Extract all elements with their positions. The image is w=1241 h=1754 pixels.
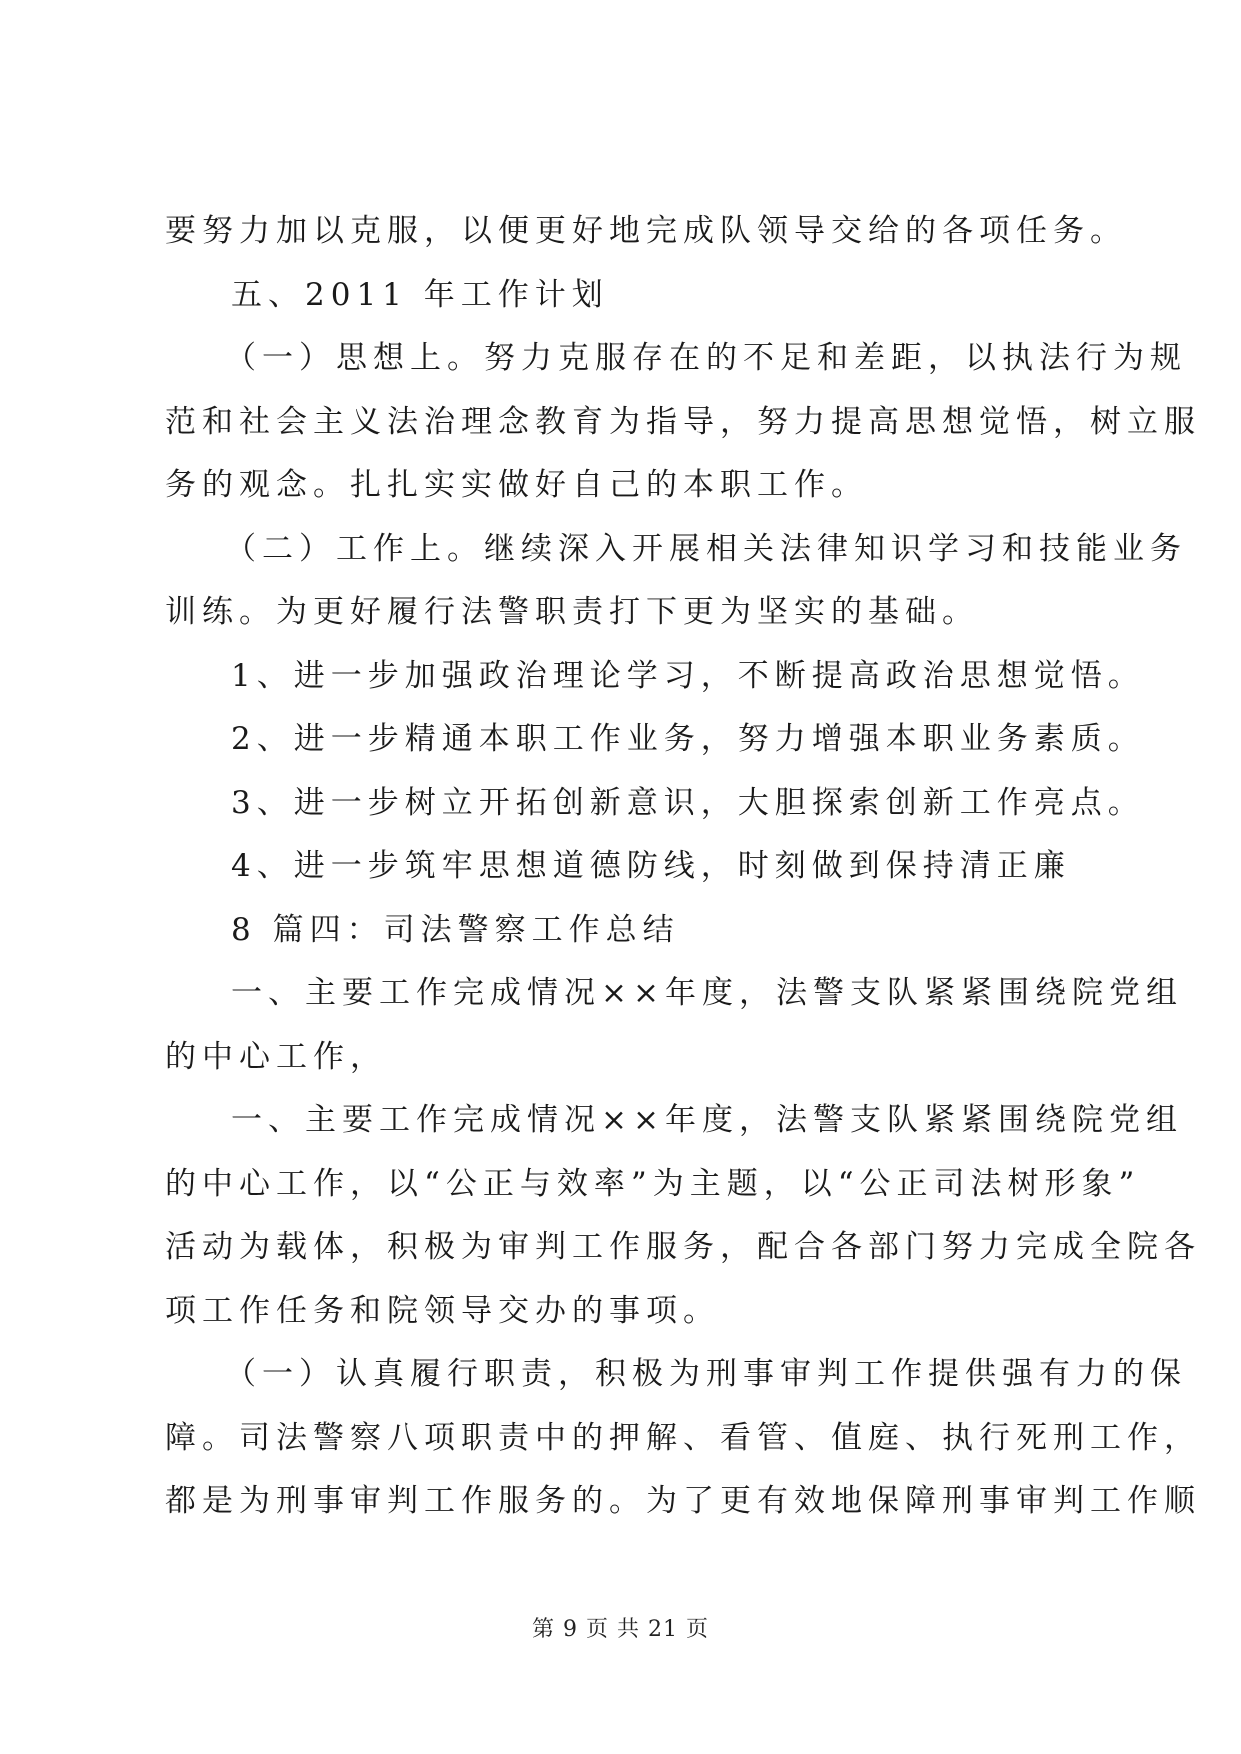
paragraph-line: 务的观念。扎扎实实做好自己的本职工作。: [165, 467, 868, 503]
page-footer: 第 9 页 共 21 页: [532, 1617, 709, 1642]
paragraph-line: 要努力加以克服，以便更好地完成队领导交给的各项任务。: [165, 213, 1127, 249]
paragraph-line: 训练。为更好履行法警职责打下更为坚实的基础。: [165, 594, 979, 630]
list-item: 4、进一步筑牢思想道德防线，时刻做到保持清正廉: [231, 848, 1071, 884]
paragraph-line: 项工作任务和院领导交办的事项。: [165, 1292, 720, 1329]
paragraph-line: 一、主要工作完成情况××年度，法警支队紧紧围绕院党组: [231, 1102, 1183, 1138]
paragraph-line: 障。司法警察八项职责中的押解、看管、值庭、执行死刑工作，: [165, 1419, 1201, 1456]
list-item: 1、进一步加强政治理论学习，不断提高政治思想觉悟。: [231, 657, 1145, 694]
paragraph-line: （一）思想上。努力克服存在的不足和差距，以执法行为规: [225, 340, 1187, 376]
paragraph-line: 的中心工作，以“公正与效率”为主题，以“公正司法树形象”: [165, 1165, 1141, 1202]
section-heading: 五、2011 年工作计划: [231, 276, 609, 313]
paragraph-line: 都是为刑事审判工作服务的。为了更有效地保障刑事审判工作顺: [165, 1483, 1201, 1519]
paragraph-line: 的中心工作，: [165, 1038, 387, 1075]
paragraph-line: 一、主要工作完成情况××年度，法警支队紧紧围绕院党组: [231, 975, 1183, 1011]
list-item: 2、进一步精通本职工作业务，努力增强本职业务素质。: [231, 721, 1145, 757]
paragraph-line: （一）认真履行职责，积极为刑事审判工作提供强有力的保: [225, 1356, 1187, 1392]
section-heading: 8 篇四：司法警察工作总结: [231, 911, 680, 948]
list-item: 3、进一步树立开拓创新意识，大胆探索创新工作亮点。: [231, 784, 1145, 821]
paragraph-line: 范和社会主义法治理念教育为指导，努力提高思想觉悟，树立服: [165, 403, 1201, 440]
paragraph-line: （二）工作上。继续深入开展相关法律知识学习和技能业务: [225, 530, 1187, 567]
document-body: [165, 200, 1201, 1534]
paragraph-line: 活动为载体，积极为审判工作服务，配合各部门努力完成全院各: [165, 1229, 1201, 1265]
